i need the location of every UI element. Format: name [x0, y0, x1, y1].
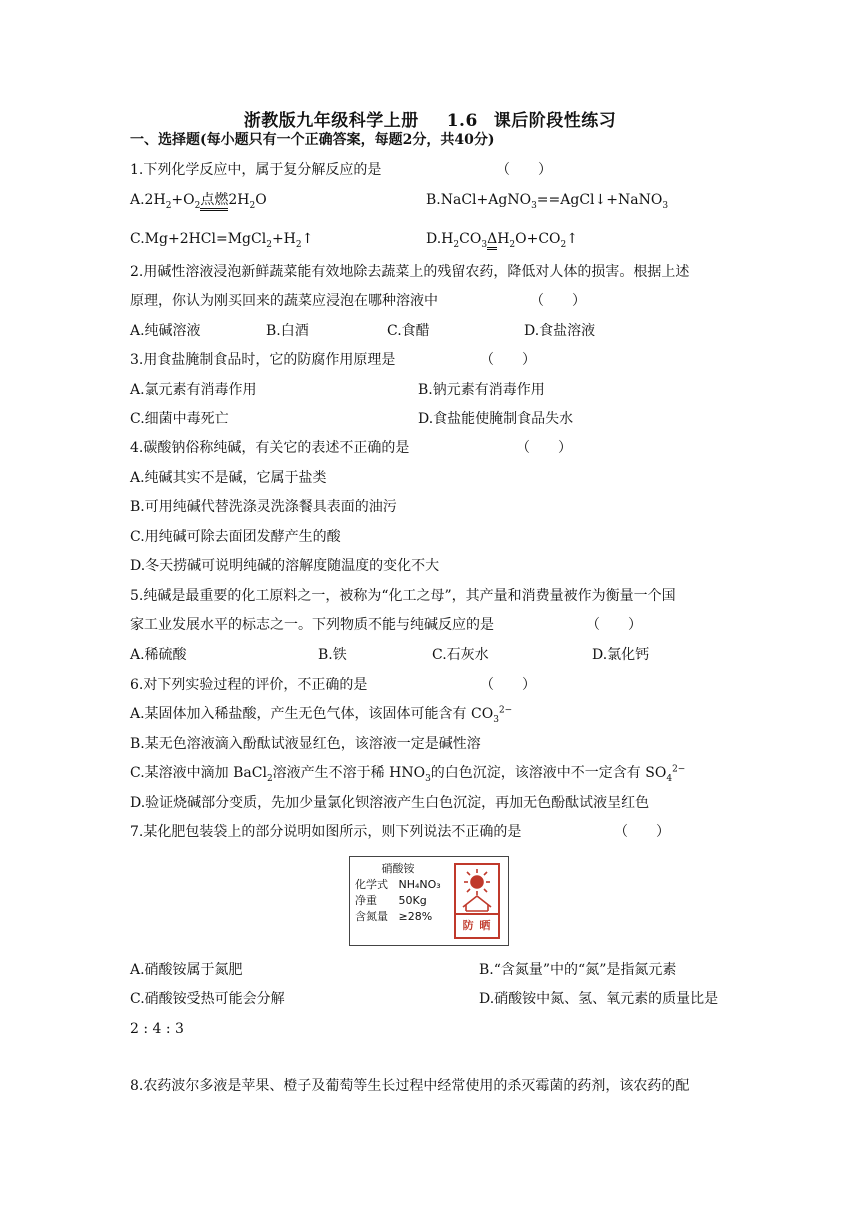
label-key-formula: 化学式	[355, 878, 388, 891]
q5-option-b: B.铁	[318, 647, 347, 663]
q3-option-a: A.氯元素有消毒作用	[130, 382, 257, 398]
q6-stem: 6.对下列实验过程的评价，不正确的是	[130, 677, 368, 693]
q1-option-d: $D.H_2CO_3\Delta H_2O+CO_2↑$	[426, 231, 579, 250]
q6-answer-blank: （ ）	[480, 677, 536, 693]
label-value-nitrogen: ≥28%	[398, 910, 433, 923]
label-name: 硝酸铵	[381, 862, 415, 875]
section-heading: 一、选择题(每小题只有一个正确答案，每题2分，共40分)	[130, 132, 495, 148]
q2-option-b: B.白酒	[266, 323, 309, 339]
q3-stem: 3.用食盐腌制食品时，它的防腐作用原理是	[130, 352, 396, 368]
q2-option-d: D.食盐溶液	[524, 323, 596, 339]
q4-option-c: C.用纯碱可除去面团发酵产生的酸	[130, 529, 341, 545]
q1-stem: 1.下列化学反应中，属于复分解反应的是	[130, 162, 382, 178]
q7-answer-blank: （ ）	[614, 824, 670, 840]
label-text	[355, 861, 441, 925]
sun-icon	[456, 865, 498, 915]
q3-option-b: B.钠元素有消毒作用	[418, 382, 545, 398]
q7-stem: 7.某化肥包装袋上的部分说明如图所示，则下列说法不正确的是	[130, 824, 522, 840]
q4-option-b: B.可用纯碱代替洗涤灵洗涤餐具表面的油污	[130, 499, 397, 515]
q1-option-a: $A.2H_2+O_2$点燃$2H_2O$	[130, 192, 267, 211]
condition-heat: Δ	[487, 231, 497, 250]
q4-answer-blank: （ ）	[516, 440, 572, 456]
page-title	[0, 106, 860, 131]
q2-line1: 2.用碱性溶液浸泡新鲜蔬菜能有效地除去蔬菜上的残留农药，降低对人体的损害。根据上述	[130, 264, 690, 280]
q3-option-c: C.细菌中毒死亡	[130, 411, 229, 427]
q2-answer-blank: （ ）	[530, 293, 586, 309]
q5-answer-blank: （ ）	[586, 617, 642, 633]
q1-option-c: $C.Mg+2HCl=MgCl_2+H_2↑$	[130, 231, 314, 250]
label-key-weight: 净重	[355, 894, 377, 907]
q4-stem: 4.碳酸钠俗称纯碱，有关它的表述不正确的是	[130, 440, 410, 456]
label-key-nitrogen: 含氮量	[355, 910, 388, 923]
sun-warning-sign	[454, 863, 500, 939]
q1-answer-blank: （ ）	[496, 162, 552, 178]
q1-option-b: B.NaCl+AgNO$_3$==AgCl↓+NaNO$_3$	[426, 192, 669, 211]
q5-line1: 5.纯碱是最重要的化工原料之一，被称为“化工之母”，其产量和消费量被作为衡量一个国	[130, 588, 676, 604]
q6-option-b: B.某无色溶液滴入酚酞试液显红色，该溶液一定是碱性溶	[130, 736, 481, 752]
q6-option-c: C.某溶液中滴加 BaCl$_2$溶液产生不溶于稀 $HNO_3$的白色沉淀，该溶液中不一定含有 $SO_4^{2-}$	[130, 764, 686, 784]
q5-option-c: C.石灰水	[432, 647, 489, 663]
title-sub: 课后阶段性练习	[493, 111, 617, 131]
label-value-weight: 50Kg	[398, 894, 427, 907]
q7-option-b: B.“含氮量”中的“氮”是指氮元素	[479, 962, 677, 978]
q8-line1: 8.农药波尔多液是苹果、橙子及葡萄等生长过程中经常使用的杀灭霉菌的药剂，该农药的配	[130, 1078, 690, 1094]
q5-option-a: A.稀硫酸	[130, 647, 187, 663]
q2-line2: 原理，你认为刚买回来的蔬菜应浸泡在哪种溶液中	[130, 293, 438, 309]
q4-option-a: A.纯碱其实不是碱，它属于盐类	[130, 470, 327, 486]
q5-line2: 家工业发展水平的标志之一。下列物质不能与纯碱反应的是	[130, 617, 494, 633]
warning-text: 防 晒	[456, 913, 498, 937]
q3-option-d: D.食盐能使腌制食品失水	[418, 411, 574, 427]
fertilizer-label-figure	[349, 856, 509, 946]
q7-option-a: A.硝酸铵属于氮肥	[130, 962, 243, 978]
q7-option-d-continued: 2 : 4 : 3	[130, 1021, 184, 1037]
q2-option-c: C.食醋	[387, 323, 430, 339]
q7-option-d: D.硝酸铵中氮、氢、氧元素的质量比是	[479, 991, 719, 1007]
q6-option-d: D.验证烧碱部分变质，先加少量氯化钡溶液产生白色沉淀，再加无色酚酞试液呈红色	[130, 795, 650, 811]
condition-ignite: 点燃	[200, 192, 228, 211]
title-main: 浙教版九年级科学上册	[243, 111, 419, 131]
q4-option-d: D.冬天捞碱可说明纯碱的溶解度随温度的变化不大	[130, 558, 440, 574]
q6-option-a: A.某固体加入稀盐酸，产生无色气体，该固体可能含有 $CO_3^{2-}$	[130, 705, 513, 725]
q7-option-c: C.硝酸铵受热可能会分解	[130, 991, 285, 1007]
q2-option-a: A.纯碱溶液	[130, 323, 201, 339]
label-value-formula: NH₄NO₃	[398, 878, 441, 891]
q5-option-d: D.氯化钙	[592, 647, 650, 663]
title-lesson: 1.6	[446, 111, 478, 131]
q3-answer-blank: （ ）	[480, 352, 536, 368]
